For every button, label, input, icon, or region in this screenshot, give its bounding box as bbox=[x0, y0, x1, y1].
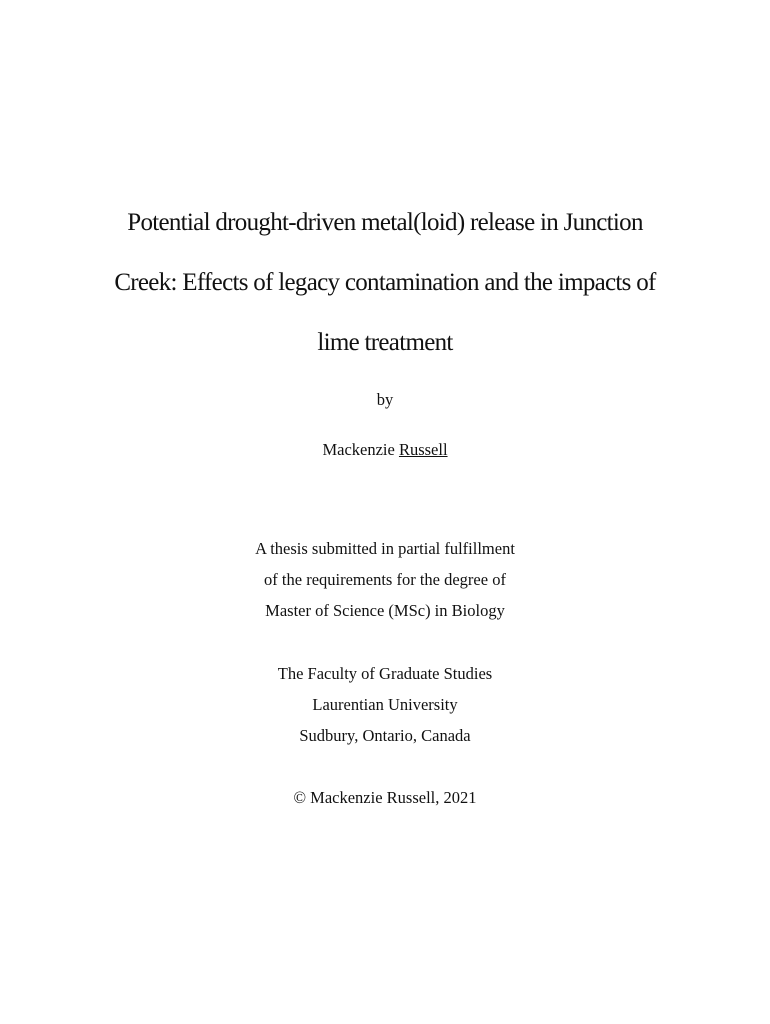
copyright-notice: © Mackenzie Russell, 2021 bbox=[293, 788, 477, 807]
thesis-title-line-3: lime treatment bbox=[317, 329, 453, 356]
submission-line-1: A thesis submitted in partial fulfillment bbox=[255, 539, 515, 558]
by-label: by bbox=[376, 390, 394, 409]
university-line: Laurentian University bbox=[312, 695, 458, 714]
faculty-line: The Faculty of Graduate Studies bbox=[277, 664, 493, 683]
author-name bbox=[0, 440, 770, 460]
location-line: Sudbury, Ontario, Canada bbox=[299, 726, 471, 745]
author-last-name: Russell bbox=[398, 440, 448, 459]
author-first-name: Mackenzie bbox=[322, 440, 395, 459]
submission-line-3: Master of Science (MSc) in Biology bbox=[265, 601, 505, 620]
thesis-title-line-2: Creek: Effects of legacy contamination and the impacts of bbox=[114, 269, 656, 296]
submission-line-2: of the requirements for the degree of bbox=[264, 570, 506, 589]
thesis-title-line-1: Potential drought-driven metal(loid) release in Junction bbox=[127, 209, 643, 236]
